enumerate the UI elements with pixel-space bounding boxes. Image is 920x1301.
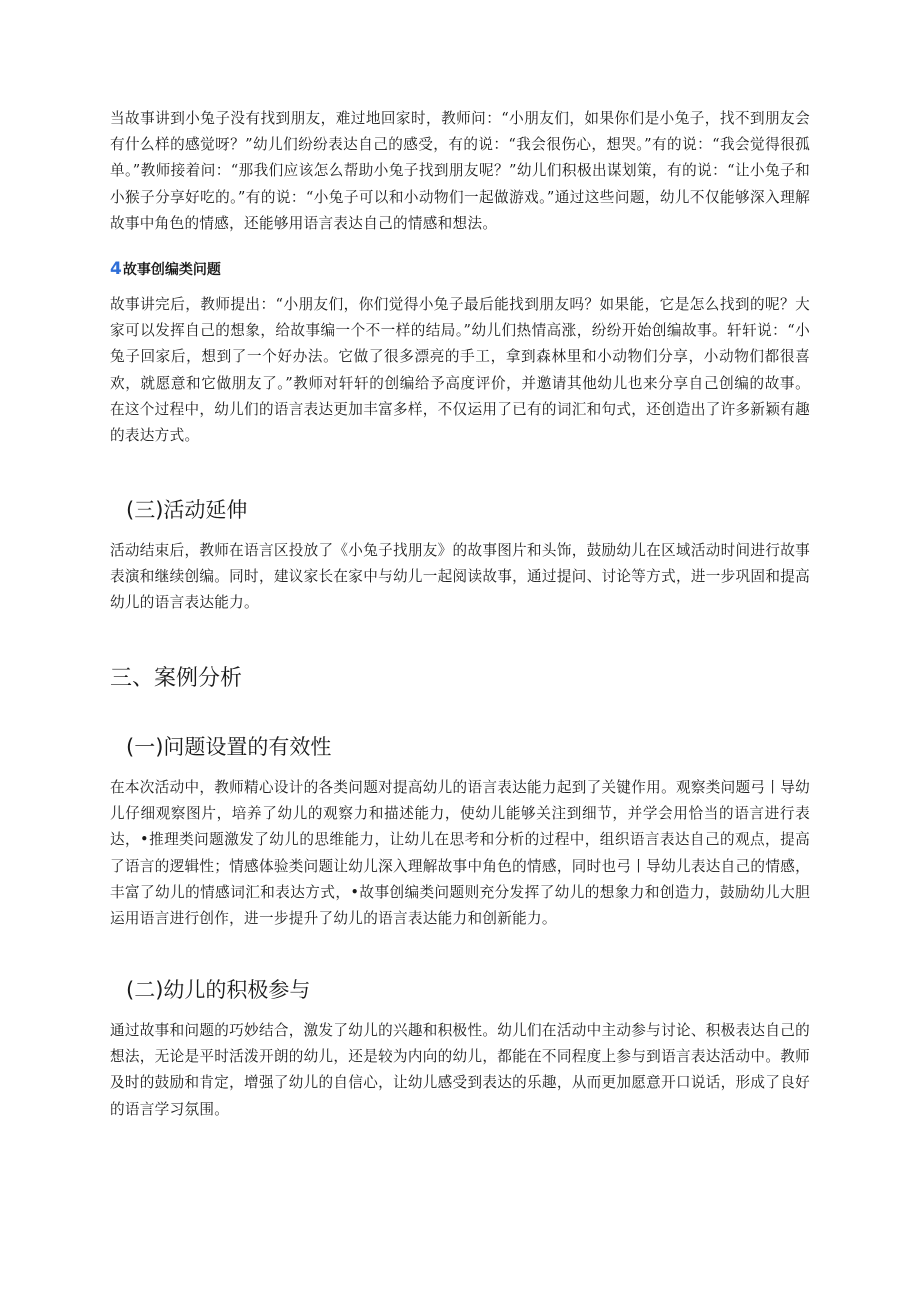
subheading-text: 故事创编类问题	[122, 262, 221, 278]
heading-participation: (二)幼儿的积极参与	[126, 978, 311, 1002]
heading-case-analysis: 三、案例分析	[110, 666, 243, 691]
paragraph-emotion-questions: 当故事讲到小兔子没有找到朋友，难过地回家时，教师问：“小朋友们，如果你们是小兔子，找不到朋友会有什么样的感觉呀？”幼儿们纷纷表达自己的感受，有的说：“我会很伤心，想哭。”有的说：“我会觉得很孤单。”教师接着问：“那我们应该怎么帮助小兔子找到朋友呢？”幼儿们积极出谋划策，有的说：“让小兔子和小猴子分享好吃的。”有的说：“小兔子可以和小动物们一起做游戏。”通过这些问题，幼儿不仅能够深入理解故事中角色的情感，还能够用语言表达自己的情感和想法。	[110, 110, 810, 232]
subheading-number: 4	[110, 259, 122, 279]
paragraph-participation: 通过故事和问题的巧妙结合，激发了幼儿的兴趣和积极性。幼儿们在活动中主动参与讨论、积极表达自己的想法，无论是平时活泼开朗的幼儿，还是较为内向的幼儿，都能在不同程度上参与到语言表达活动中。教师及时的鼓励和肯定，增强了幼儿的自信心，让幼儿感受到表达的乐趣，从而更加愿意开口说话，形成了良好的语言学习氛围。	[110, 1022, 811, 1118]
heading-activity-extension: (三)活动延伸	[126, 498, 248, 522]
paragraph-activity-extension: 活动结束后，教师在语言区投放了《小兔子找朋友》的故事图片和头饰，鼓励幼儿在区域活动时间进行故事表演和继续创编。同时，建议家长在家中与幼儿一起阅读故事，通过提问、讨论等方式，进一步巩固和提高幼儿的语言表达能力。	[110, 542, 811, 612]
paragraph-story-creation: 故事讲完后，教师提出：“小朋友们，你们觉得小兔子最后能找到朋友吗？如果能，它是怎么找到的呢？大家可以发挥自己的想象，给故事编一个不一样的结局。”幼儿们热情高涨，纷纷开始创编故事。轩轩说：“小兔子回家后，想到了一个好办法。它做了很多漂亮的手工，拿到森林里和小动物们分享，小动物们都很喜欢，就愿意和它做朋友了。”教师对轩轩的创编给予高度评价，并邀请其他幼儿也来分享自己创编的故事。在这个过程中，幼儿们的语言表达更加丰富多样，不仅运用了已有的词汇和句式，还创造出了许多新颖有趣的表达方式。	[110, 296, 811, 445]
paragraph-effectiveness: 在本次活动中，教师精心设计的各类问题对提高幼儿的语言表达能力起到了关键作用。观察类问题弓丨导幼儿仔细观察图片，培养了幼儿的观察力和描述能力，使幼儿能够关注到细节，并学会用恰当的语言进行表达，•推理类问题激发了幼儿的思维能力，让幼儿在思考和分析的过程中，组织语言表达自己的观点，提高了语言的逻辑性；情感体验类问题让幼儿深入理解故事中角色的情感，同时也弓丨导幼儿表达自己的情感，丰富了幼儿的情感词汇和表达方式，•故事创编类问题则充分发挥了幼儿的想象力和创造力，鼓励幼儿大胆运用语言进行创作，进一步提升了幼儿的语言表达能力和创新能力。	[110, 779, 811, 928]
heading-effectiveness: (一)问题设置的有效性	[126, 735, 332, 759]
subheading-story-creation	[110, 254, 221, 284]
